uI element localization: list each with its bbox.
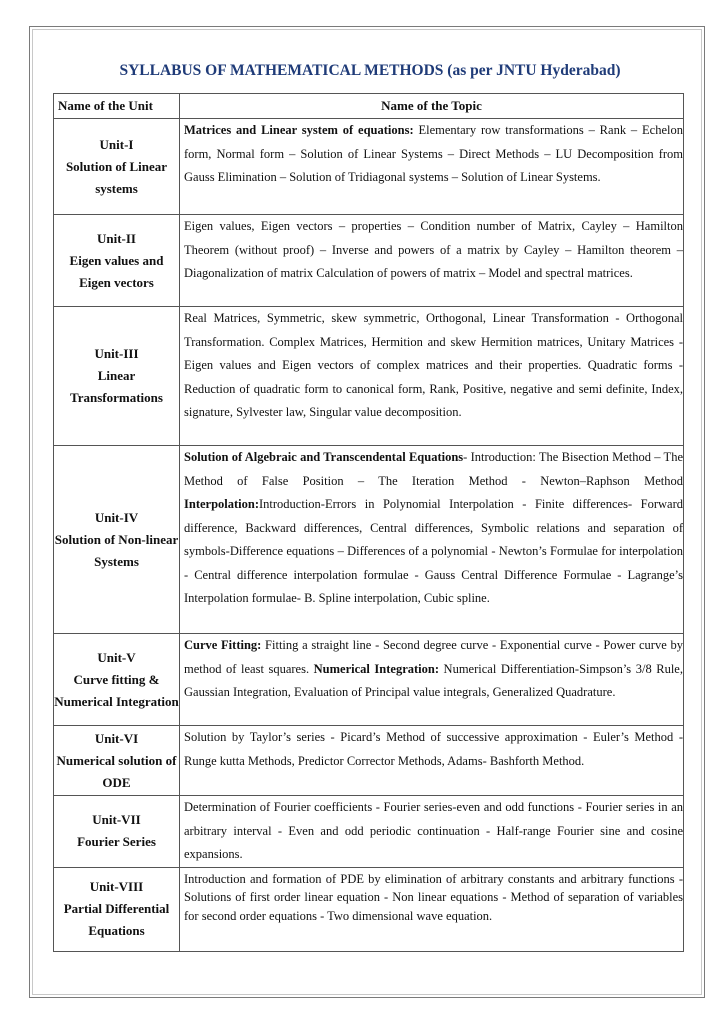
unit-name: Numerical solution of ODE <box>56 752 177 790</box>
topic-text: Determination of Fourier coefficients - Fourier series-even and odd functions - Fourier series in an arbitrary interval - Even and odd periodic continuation - Half-range Fourier sine and cosine expansions. <box>184 800 683 861</box>
unit-cell <box>54 867 180 951</box>
table-row <box>54 446 684 634</box>
topic-text: Solution by Taylor’s series - Picard’s Method of successive approximation - Euler’s Method -Runge kutta Methods, Predictor Corrector Methods, Adams- Bashforth Method. <box>184 730 683 768</box>
unit-name: Solution of Linear systems <box>65 158 168 196</box>
table-row <box>54 119 684 215</box>
topic-heading: Interpolation: <box>184 497 259 511</box>
topic-heading: Solution of Algebraic and Transcendental Equations <box>184 450 464 464</box>
topic-heading: Curve Fitting: <box>184 638 262 652</box>
topic-cell <box>180 634 684 726</box>
unit-cell <box>54 215 180 307</box>
topic-heading: Numerical Integration: <box>313 661 439 676</box>
unit-name: Solution of Non-linear Systems <box>54 531 179 569</box>
topic-text: Eigen values, Eigen vectors – properties – Condition number of Matrix, Cayley – Hamilton Theorem (without proof) – Inverse and powers of a matrix by Cayley – Hamilton theorem – Diagonalization of matrix Calculation of powers of matrix – Model and spectral matrices. <box>184 219 683 280</box>
topic-cell <box>180 119 684 215</box>
unit-cell <box>54 446 180 634</box>
topic-cell <box>180 796 684 868</box>
document-title: SYLLABUS OF MATHEMATICAL METHODS (as per JNTU Hyderabad) <box>119 62 621 79</box>
unit-cell <box>54 307 180 446</box>
unit-cell <box>54 634 180 726</box>
unit-number: Unit-VIII <box>89 879 144 894</box>
unit-name: Curve fitting & Numerical Integration <box>54 671 179 709</box>
unit-number: Unit-VI <box>94 730 139 746</box>
topic-cell <box>180 307 684 446</box>
topic-cell <box>180 446 684 634</box>
table-row <box>54 867 684 951</box>
unit-name: Linear Transformations <box>70 368 163 405</box>
topic-cell <box>180 867 684 951</box>
topic-text: Fitting a straight line - Second degree curve - Exponential curve - Power curve by method of least squares. <box>184 638 683 676</box>
unit-number: Unit-II <box>96 230 136 246</box>
topic-heading: Matrices and Linear system of equations: <box>184 123 414 137</box>
topic-text: Numerical Differentiation-Simpson’s 3/8 Rule, Gaussian Integration, Evaluation of Principal value integrals, Generalized Quadrature. <box>184 661 683 699</box>
table-header-row <box>54 94 684 119</box>
unit-cell <box>54 796 180 868</box>
unit-number: Unit-V <box>97 649 136 665</box>
topic-text: - Introduction: The Bisection Method – The Method of False Position – The Iteration Method - Newton–Raphson Method <box>184 450 683 488</box>
unit-name: Partial Differential Equations <box>63 901 170 938</box>
unit-number: Unit-VII <box>92 812 141 828</box>
topic-text: Introduction-Errors in Polynomial Interpolation - Finite differences- Forward difference, Backward differences, Central differences, Symbolic relations and separation of symbols-Difference equations – Differences of a polynomial - Newton’s Formulae for interpolation - Central difference interpolation formulae - Gauss Central Difference Formulae - Lagrange’s Interpolation formulae- B. Spline interpolation, Cubic spline. <box>184 497 683 605</box>
header-unit: Name of the Unit <box>54 94 180 119</box>
unit-cell <box>54 726 180 796</box>
unit-number: Unit-III <box>94 346 139 361</box>
unit-number: Unit-IV <box>94 509 139 525</box>
unit-name: Fourier Series <box>77 834 156 850</box>
unit-cell <box>54 119 180 215</box>
unit-name: Eigen values and Eigen vectors <box>69 252 164 290</box>
syllabus-table <box>53 93 684 952</box>
table-row <box>54 796 684 868</box>
unit-number: Unit-I <box>99 136 134 152</box>
topic-text: Elementary row transformations – Rank – Echelon form, Normal form – Solution of Linear Systems – Direct Methods – LU Decomposition from Gauss Elimination – Solution of Tridiagonal systems – Solution of Linear Systems. <box>184 123 683 184</box>
table-row <box>54 307 684 446</box>
table-row <box>54 634 684 726</box>
table-row <box>54 726 684 796</box>
topic-cell <box>180 726 684 796</box>
topic-text: Introduction and formation of PDE by elimination of arbitrary constants and arbitrary functions - Solutions of first order linear equation - Non linear equations - Method of separation of variables for second order equations - Two dimensional wave equation. <box>184 871 683 923</box>
table-row <box>54 215 684 307</box>
topic-cell <box>180 215 684 307</box>
topic-text: Real Matrices, Symmetric, skew symmetric, Orthogonal, Linear Transformation - Orthogonal Transformation. Complex Matrices, Hermition and skew Hermition matrices, Unitary Matrices - Eigen values and Eigen vectors of complex matrices and their properties. Quadratic forms - Reduction of quadratic form to canonical form, Rank, Positive, negative and semi definite, Index, signature, Sylvester law, Singular value decomposition. <box>184 311 683 419</box>
header-topic: Name of the Topic <box>180 94 684 119</box>
